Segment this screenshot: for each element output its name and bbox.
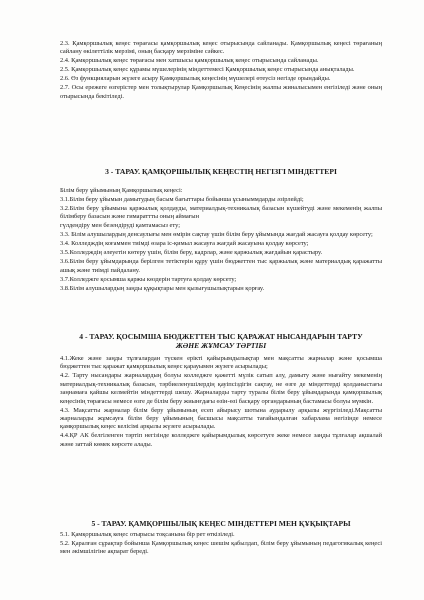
section-4-heading-line1: 4 - ТАРАУ. ҚОСЫМША БЮДЖЕТТЕН ТЫС ҚАРАЖАТ НЫСАНДАРЫН ТАРТУ [79, 332, 363, 341]
paragraph-3-1: 3.1.Білім беру ұйымын дамытудың басым бағыттары бойынша ұсыныммдарды әзірлейді; [60, 196, 304, 203]
section-4-heading-line2: ЖӘНЕ ЖҰМСАУ ТӘРТІБІ [175, 341, 267, 350]
paragraph-3-2: 3.2.Білім беру ұйымына қаржылық қолдауды, материалдық-техникалық базасын күшейтуді және мекеменің жалпы білімберу базасын және гимараттты оның аймағын [60, 205, 382, 221]
section-5-heading: 5 - ТАРАУ. ҚАМҚОРШЫЛЫҚ КЕҢЕС МІНДЕТТЕРІ МЕН ҚҰҚЫҚТАРЫ [91, 519, 351, 528]
paragraph-3-4: 3.4. Колледждің коғаммен тиімді өзара іс-қимыл жасауға жағдай жасауына қолдау көрсету; [60, 240, 309, 248]
section-3-body [60, 187, 382, 294]
paragraph-2-4: 2.4. Қамқоршылық кеңес төрағасы мен хатшысы қамқоршылық кеңес отырысында сайланады. [60, 57, 319, 65]
paragraph-2-3: 2.3. Қамқоршылық кеңес төрағасы қамқоршылық кеңес отырысында сайланады. Қамқоршылық кеңесі төрағаның сайлану өкілеттілік мерзімі, оның басқару мерзіміне сәйкес. [60, 40, 382, 56]
section-3-heading: 3 - ТАРАУ. ҚАМҚОРШЫЛЫҚ КЕҢЕСТІҢ НЕГІЗГІ МІНДЕТТЕРІ [105, 167, 337, 176]
paragraph-4-3: 4.3. Мақсатты жарналар білім беру ұйымының есеп айырысу шотына аударылу арқылы жүргізіледі.Мақсатты жарналарды жұмсауға білім беру ұйымының басшысы мақсатты тағайындалған хабарлама негізінде немесе қамқоршылық кеңес келісімі арқылы жүзеге асырылады. [60, 406, 382, 431]
section-3-intro: Білім беру ұйымының Қамқоршылық кеңесі: [60, 187, 183, 194]
paragraph-3-8: 3.8.Білім алушылардың заңды құқықтары мен қызығушылықтарын қорғау. [60, 284, 265, 292]
paragraph-3-6: 3.6.Білім беру ұйымдарында берілген тетіктерін құру үшін бюджеттен тыс қаржылық және материалдық қаражатты ашық және тиімді пайдалану. [60, 258, 382, 274]
paragraph-3-3: 3.3. Білім алушылардың денсаулығы мен өмірін сақтау үшін білім беру ұйымында жағдай жасауға қолдау көрсету; [60, 231, 373, 239]
paragraph-5-2: 5.2. Қаралған сұрақтар бойынша Қамқоршылық кеңес шешім қабылдап, білім беру ұйымының педагогикалық кеңесі мен әкімшілігіне ақпарат береді. [60, 540, 382, 556]
paragraph-4-1: 4.1.Жеке және заңды тұлғалардан түскен ерікті қайырымдылықтар мен мақсатты жарналар және қосымша бюджеттен тыс қаражат қамқоршылық кеңес қарауымен жүзеге асырылады; [60, 355, 382, 371]
paragraph-3-2-cont: гүлдендіру мен безендіруді қамтамасыз ету; [60, 222, 180, 230]
paragraph-4-2: 4.2. Тарту нысандары жарналардың болуы колледжге қажетті мүлік сатып алу, дамыту және нығайту мекеменің материалдық-техникалық базасын, тәрбиеленушілердің қауіпсіздігін сақтау, не өзге де міндеттерді қолданыстағы заңнамаға қайшы келмейтін міндеттерді шешу. Жарналарды тарту туралы білім беру ұйымдарында қамқоршылық кеңесінің төрағасы немесе өзге де білім беру жиынғдағы өзін-өзі басқару органдарының бастамасы болуы мүмкін. [60, 372, 382, 405]
paragraph-2-5: 2.5. Қамқоршылық кеңес құрамы мүшелерінің міндеттемесі Қамқоршылық кеңес отырысында анықталады. [60, 66, 355, 74]
section-4-body [60, 355, 382, 450]
paragraph-3-7: 3.7.Колледжге қосымша қаржы көздерін тартуға қолдау көрсету; [60, 275, 237, 283]
paragraph-5-1: 5.1. Қамқоршылық кеңес отырысы тоқсанына бір рет өткізіледі. [60, 531, 235, 538]
top-paragraphs [60, 40, 382, 102]
section-3-heading-wrap [60, 167, 382, 176]
paragraph-2-7: 2.7. Осы ережеге өзгерістер мен толықтырулар Қамқоршылық Кеңесінің жалпы жиналысымен енгізіледі және оның отырысында бекітіледі. [60, 84, 382, 100]
paragraph-2-6: 2.6. Өз функцияларын жүзеге асыру Қамқоршылық кеңесінің мүшелері өтеусіз негізде орындайды. [60, 75, 331, 83]
paragraph-3-5: 3.5.Колледждің әлеуетін көтеру үшін, білім беру, кадрлар, және қаржылық жағдайын қарастыру. [60, 249, 323, 257]
paragraph-4-4: 4.4.ҚР АК белгіленген тәртіп негізінде колледжге қайырымдылық көрсетуге жеке немесе заңды тұлғалар ақшалай және заттай көмек көрсете алады. [60, 432, 382, 448]
section-5-body [60, 531, 382, 557]
section-4-heading-wrap [60, 332, 382, 350]
section-5-heading-wrap [60, 519, 382, 528]
